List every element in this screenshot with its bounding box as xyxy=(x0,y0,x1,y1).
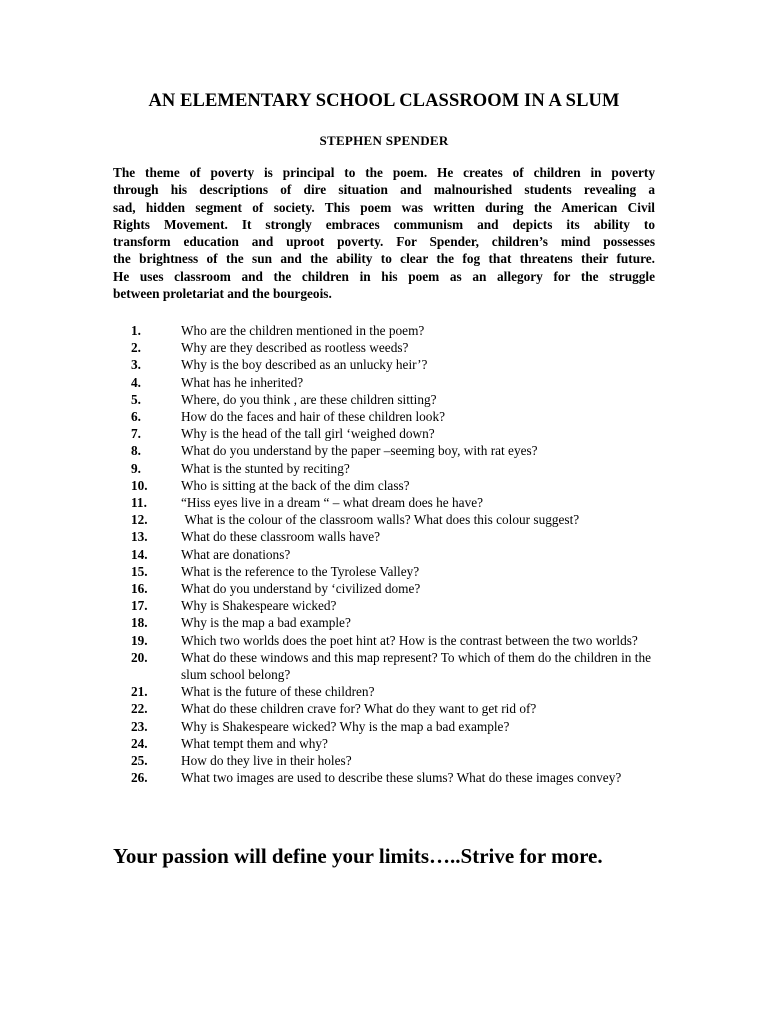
question-text: Which two worlds does the poet hint at? How is the contrast between the two worlds? xyxy=(181,632,638,648)
intro-paragraph xyxy=(113,164,655,302)
question-number: 5. xyxy=(131,391,141,407)
question-number: 6. xyxy=(131,409,141,425)
question-item xyxy=(131,769,671,786)
intro-line: through his descriptions of dire situation and malnourished students revealing a xyxy=(113,182,655,198)
question-number: 17. xyxy=(131,598,148,614)
question-item xyxy=(131,494,671,511)
question-number: 16. xyxy=(131,581,148,597)
question-item xyxy=(131,563,671,580)
question-item xyxy=(131,374,671,391)
question-item xyxy=(131,322,671,339)
question-item xyxy=(131,528,671,545)
question-number: 9. xyxy=(131,460,141,476)
question-item xyxy=(131,460,671,477)
question-item xyxy=(131,339,671,356)
question-text: What is the stunted by reciting? xyxy=(181,460,350,476)
question-item xyxy=(131,425,671,442)
question-number: 14. xyxy=(131,546,148,562)
question-number: 1. xyxy=(131,323,141,338)
question-text: What is the colour of the classroom walls? What does this colour suggest? xyxy=(181,512,580,528)
question-item xyxy=(131,735,671,752)
question-item xyxy=(131,632,671,649)
question-number: 13. xyxy=(131,529,148,545)
question-item xyxy=(131,546,671,563)
question-number: 18. xyxy=(131,615,148,631)
question-item xyxy=(131,683,671,700)
question-number: 3. xyxy=(131,357,141,373)
document-title: AN ELEMENTARY SCHOOL CLASSROOM IN A SLUM xyxy=(148,91,620,111)
question-text: Where, do you think , are these children sitting? xyxy=(181,391,437,407)
question-text: What tempt them and why? xyxy=(181,735,328,751)
intro-line: the brightness of the sun and the ability to clear the fog that threatens their future. xyxy=(113,251,655,267)
question-text: Why is the boy described as an unlucky heir’? xyxy=(181,357,428,373)
question-number: 7. xyxy=(131,426,141,442)
question-text: How do they live in their holes? xyxy=(181,753,352,769)
question-number: 4. xyxy=(131,374,141,390)
question-item xyxy=(131,649,671,683)
question-text: What do these classroom walls have? xyxy=(181,529,381,545)
question-text: What two images are used to describe these slums? What do these images convey? xyxy=(181,770,622,786)
question-text: What do these children crave for? What do they want to get rid of? xyxy=(181,701,537,717)
question-number: 8. xyxy=(131,443,141,459)
question-item xyxy=(131,752,671,769)
question-number: 24. xyxy=(131,735,148,751)
question-item xyxy=(131,477,671,494)
question-item xyxy=(131,442,671,459)
intro-line: sad, hidden segment of society. This poem was written during the American Civil xyxy=(113,199,655,215)
question-text: Why are they described as rootless weeds? xyxy=(181,340,409,356)
motto: Your passion will define your limits…..Strive for more. xyxy=(113,844,603,868)
question-number: 21. xyxy=(131,684,148,700)
intro-line: He uses classroom and the children in his poem as an allegory for the struggle xyxy=(113,268,655,284)
question-number: 11. xyxy=(131,495,147,511)
question-number: 23. xyxy=(131,718,148,734)
question-number: 2. xyxy=(131,340,141,356)
question-item xyxy=(131,614,671,631)
question-text: How do the faces and hair of these children look? xyxy=(181,409,445,425)
question-text: Who is sitting at the back of the dim class? xyxy=(181,477,410,493)
question-number: 15. xyxy=(131,563,148,579)
question-item xyxy=(131,597,671,614)
question-list xyxy=(131,322,671,786)
question-text: What is the reference to the Tyrolese Valley? xyxy=(181,563,420,579)
question-number: 10. xyxy=(131,477,148,493)
question-number: 19. xyxy=(131,632,148,648)
author-name: STEPHEN SPENDER xyxy=(319,133,449,148)
question-number: 12. xyxy=(131,512,148,528)
question-item xyxy=(131,718,671,735)
question-text: Why is Shakespeare wicked? xyxy=(181,598,337,614)
question-number: 25. xyxy=(131,753,148,769)
question-text: Who are the children mentioned in the poem? xyxy=(181,323,425,338)
question-number: 20. xyxy=(131,649,148,665)
question-text: What do these windows and this map represent? To which of them do the children in the slum school belong? xyxy=(181,649,655,683)
question-item xyxy=(131,408,671,425)
question-text: Why is the head of the tall girl ‘weighed down? xyxy=(181,426,435,442)
question-text: What has he inherited? xyxy=(181,374,304,390)
intro-line: transform education and uproot poverty. For Spender, children’s mind possesses xyxy=(113,234,655,250)
question-text: Why is Shakespeare wicked? Why is the map a bad example? xyxy=(181,718,510,734)
question-text: What is the future of these children? xyxy=(181,684,375,700)
question-text: What are donations? xyxy=(181,546,291,562)
question-text: What do you understand by ‘civilized dome? xyxy=(181,581,421,597)
question-text: “Hiss eyes live in a dream “ – what dream does he have? xyxy=(181,495,484,511)
question-number: 26. xyxy=(131,770,148,786)
question-item xyxy=(131,511,671,528)
intro-line: Rights Movement. It strongly embraces communism and depicts its ability to xyxy=(113,216,655,232)
question-text: What do you understand by the paper –seeming boy, with rat eyes? xyxy=(181,443,538,459)
question-item xyxy=(131,700,671,717)
intro-line: The theme of poverty is principal to the poem. He creates of children in poverty xyxy=(113,165,655,180)
question-item xyxy=(131,391,671,408)
question-text: Why is the map a bad example? xyxy=(181,615,351,631)
question-item xyxy=(131,356,671,373)
question-number: 22. xyxy=(131,701,148,717)
intro-line: between proletariat and the bourgeois. xyxy=(113,286,332,302)
question-item xyxy=(131,580,671,597)
